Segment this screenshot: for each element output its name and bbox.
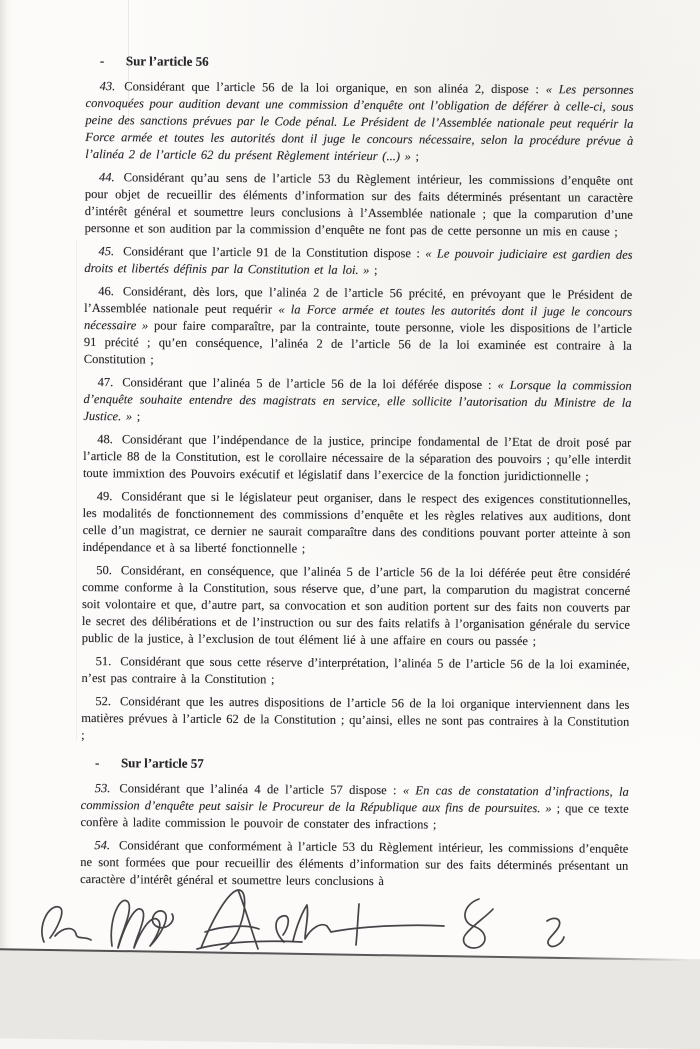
paragraph-number: 53. [94,781,111,796]
paragraph-text: Considérant, en conséquence, que l’alinéa 5 de l’article 56 de la loi déférée peut être considéré comme conforme à la Constitution, sous réserve que, d’une part, la comparution du magistrat concerné soit volontaire et que, d’autre part, sa convocation et son audition portent sur des faits non couverts par le secret des délibérations et de l’instruction ou sur des faits relatifs à l’organisation générale du service public de la justice, à l’exclusion de tout élément lié à une affaire en cours ou passée ; [81,563,631,649]
paragraph [81,693,629,748]
heading-dash: - [99,53,105,69]
paragraph-number: 48. [97,432,113,447]
signature-mark [276,904,444,945]
paragraph-number: 49. [96,489,113,504]
heading-dash: - [94,755,100,771]
paragraph-text: Considérant qu’au sens de l’article 53 du Règlement intérieur, les commissions d’enquête ont pour objet de recueillir des éléments d’information sur des faits déterminés présentant un caractère d’intérêt général et soumettre leurs conclusions à l’Assemblée nationale ; que la comparution d’une personne et son audition par la commission d’enquête ne font pas de cette personne un mis en cause ; [84,170,634,239]
paragraph-number: 46. [98,284,114,299]
paragraph [85,169,633,241]
paragraph-text: Considérant que l’alinéa 5 de l’article 56 de la loi déférée dispose : [122,375,498,392]
paragraph-text: Considérant que l’article 91 de la Constitution dispose : [123,244,426,261]
signature-mark [111,900,173,948]
scanner-background [0,948,700,1049]
paragraph [81,653,629,691]
signature-mark [464,899,493,948]
signature-mark [42,907,91,942]
paragraph-text: « la Force armée et toutes les autorités dont il juge le concours nécessaire » [83,302,633,333]
paragraph-text: « Le pouvoir judiciaire est gardien des droits et libertés définis par la Constitution et la loi. » [84,246,633,277]
paragraph [84,283,633,372]
paragraph-text: Considérant que conformément à l’article 53 du Règlement intérieur, les commissions d’enquête ne sont formées que pour recueillir des éléments d’information sur des faits déterminés présentant un caractère d’intérêt général et soumettre leurs conclusions à [80,838,629,889]
paragraph-text: ; [132,409,141,424]
paragraph [82,562,631,651]
paragraph [80,780,628,835]
paragraph [83,431,631,486]
paragraph [82,488,630,560]
paragraph-number: 52. [95,694,112,709]
signature-mark [547,918,564,946]
paragraph-text: ; [369,262,378,278]
paragraph-text: Considérant, dès lors, que l’alinéa 2 de l’article 56 précité, en prévoyant que le Président de l’Assemblée nationale peut requérir [84,284,633,317]
paragraph-text: « En cas de constatation d’infractions, la commission d’enquête peut saisir le Procureur de la République aux fins de poursuites. » [80,783,629,816]
heading-label: Sur l’article 56 [125,53,209,69]
paragraph-text: Considérant que si le législateur peut organiser, dans le respect des exigences constitutionnelles, les modalités de fonctionnement des commissions d’enquête et les règles relatives aux auditions, dont celle d’un magistrat, ce dernier ne saurait comparaître dans des conditions pouvant porter atteinte à son indépendance et à sa liberté fonctionnelle ; [82,489,631,556]
scan-left-edge-shading [0,0,16,977]
paragraph-text: Considérant que l’article 56 de la loi organique, en son alinéa 2, dispose : [124,79,546,97]
paragraph-text: Considérant que l’alinéa 4 de l’article 57 dispose : [119,781,403,798]
paragraph-text: « Lorsque la commission d’enquête souhaite entendre des magistrats en service, elle sollicite l’autorisation du Ministre de la Justice. » [83,377,632,424]
paragraph [85,78,634,167]
document-body [80,42,634,898]
paragraph-text: ; [410,149,420,164]
section-heading [95,754,629,775]
signature-mark [197,890,302,949]
paragraph-number: 47. [97,375,114,390]
paragraph-number: 45. [98,244,115,259]
paragraph-text: Considérant que l’indépendance de la justice, principe fondamental de l’Etat de droit posé par l’article 88 de la Constitution, est le corollaire nécessaire de la séparation des pouvoirs ; qu’elle interdit toute immixtion des Pouvoirs exécutif et législatif dans l’exercice de la fonction juridictionnelle ; [82,432,632,484]
heading-label: Sur l’article 57 [120,755,204,771]
section-heading [100,52,634,73]
paragraph-number: 51. [95,654,112,669]
paragraph [83,374,631,429]
paragraph-text: « Les personnes convoquées pour audition devant une commission d’enquête ont l’obligation de déférer à celle-ci, sous peine des sanctions prévues par le Code pénal. Le Président de l’Assemblée nationale peut requérir la Force armée et toutes les autorités dont il juge le concours nécessaire, selon la procédure prévue à l’alinéa 2 de l’article 62 du présent Règlement intérieur (...) » [85,82,634,164]
paragraph-text: Considérant que sous cette réserve d’interprétation, l’alinéa 5 de l’article 56 de la loi examinée, n’est pas contraire à la Constitution ; [81,654,630,687]
paragraph-text: pour faire comparaître, par la contrainte, toute personne, viole les dispositions de l’article 91 précité ; qu’en conséquence, l’alinéa 2 de l’article 56 de la loi examinée est contraire à la Constitution ; [83,318,633,367]
paragraph-number: 44. [99,170,115,185]
paragraph-number: 54. [94,838,111,853]
paragraph [84,243,632,281]
paragraph-text: ; que ce texte confère à ladite commission le pouvoir de constater des infractions ; [80,801,629,832]
paragraph [80,837,628,892]
paragraph-text: Considérant que les autres dispositions de l’article 56 de la loi organique interviennent dans les matières prévues à l’article 62 de la Constitution ; qu’ainsi, elles ne sont pas contraires à la Constitution ; [81,694,630,743]
paragraph-number: 43. [99,79,116,94]
scan-fold-line [76,240,77,740]
paragraph-number: 50. [96,563,112,578]
